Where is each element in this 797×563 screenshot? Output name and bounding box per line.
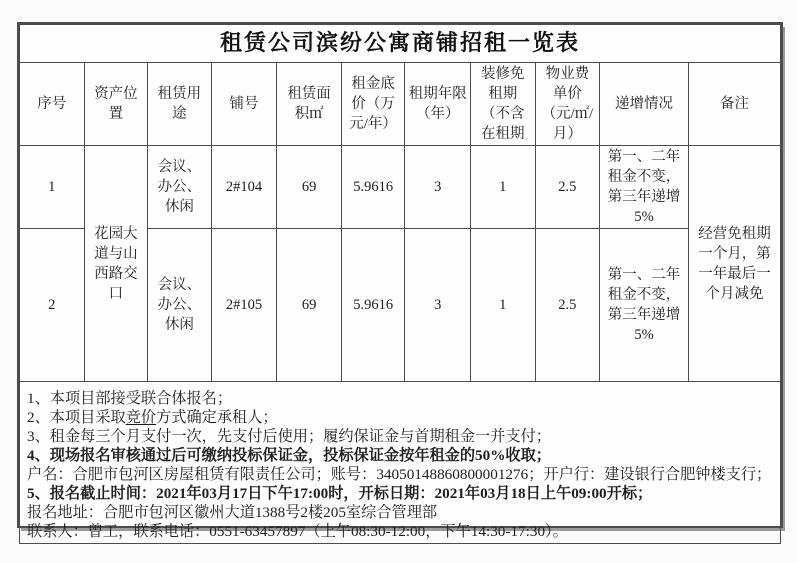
column-header-property-fee: 物业费单价（元/㎡/月） <box>535 63 600 146</box>
cell-property-fee-2: 2.5 <box>535 229 600 382</box>
column-header-location: 资产位置 <box>84 63 148 146</box>
cell-rent-free-1: 1 <box>471 146 536 229</box>
note-bid-term: 竞价 <box>125 409 157 426</box>
table-row <box>20 146 781 229</box>
cell-seq-1: 1 <box>20 146 85 229</box>
cell-increment-1: 第一、二年租金不变，第三年递增5% <box>600 146 689 229</box>
note-line-4: 4、现场报名审核通过后可缴纳投标保证金，投标保证金按年租金的50%收取； <box>27 447 551 464</box>
note-line-2-prefix: 2、本项目采取 <box>27 409 126 426</box>
column-header-base-rent: 租金底价（万元/年） <box>341 63 405 146</box>
cell-property-fee-1: 2.5 <box>535 146 600 229</box>
note-line-1: 1、本项目部接受联合体报名； <box>27 390 233 407</box>
cell-rent-free-2: 1 <box>471 229 536 382</box>
column-header-remark: 备注 <box>688 63 780 146</box>
cell-area-1: 69 <box>277 146 342 229</box>
notes-section <box>20 382 781 544</box>
note-line-bank-info: 户名：合肥市包河区房屋租赁有限责任公司；账号：34050148860800001276；开户行：建设银行合肥钟楼支行； <box>27 466 772 483</box>
cell-usage-1: 会议、办公、休闲 <box>148 146 212 229</box>
page-title: 租赁公司滨纷公寓商铺招租一览表 <box>20 25 781 63</box>
column-header-rent-free: 装修免租期（不含在租期 <box>471 63 536 146</box>
column-header-seq: 序号 <box>20 63 85 146</box>
cell-base-rent-2: 5.9616 <box>341 229 405 382</box>
cell-area-2: 69 <box>277 229 342 382</box>
table-header-row <box>20 63 781 146</box>
note-line-5-deadline: 5、报名截止时间：2021年03月17日下午17:00时，开标日期：2021年03月18日上午09:00开标； <box>27 485 653 502</box>
column-header-usage: 租赁用途 <box>148 63 212 146</box>
note-line-address: 报名地址：合肥市包河区徽州大道1388号2楼205室综合管理部 <box>27 504 438 521</box>
scanned-document-sheet <box>17 22 783 540</box>
column-header-term: 租期年限（年） <box>405 63 471 146</box>
cell-term-2: 3 <box>405 229 471 382</box>
note-line-contact: 联系人：曾工，联系电话：0551-63457897（上午08:30-12:00，下午14:30-17:30）。 <box>27 523 568 540</box>
column-header-area: 租赁面积㎡ <box>277 63 342 146</box>
note-line-3: 3、租金每三个月支付一次，先支付后使用；履约保证金与首期租金一并支付； <box>27 428 551 445</box>
title-row <box>20 25 781 63</box>
cell-shop-no-1: 2#104 <box>211 146 277 229</box>
notes-row <box>20 382 781 544</box>
cell-term-1: 3 <box>405 146 471 229</box>
listing-table <box>19 24 781 544</box>
cell-seq-2: 2 <box>20 229 85 382</box>
cell-shop-no-2: 2#105 <box>211 229 277 382</box>
cell-usage-2: 会议、办公、休闲 <box>148 229 212 382</box>
note-line-2-suffix: 方式确定承租人； <box>156 409 278 426</box>
column-header-increment: 递增情况 <box>600 63 689 146</box>
cell-remark-merged: 经营免租期一个月，第一年最后一个月减免 <box>688 146 780 382</box>
column-header-shop-no: 铺号 <box>211 63 277 146</box>
note-line-2 <box>27 408 772 427</box>
cell-base-rent-1: 5.9616 <box>341 146 405 229</box>
cell-location-merged: 花园大道与山西路交口 <box>84 146 148 382</box>
cell-increment-2: 第一、二年租金不变，第三年递增5% <box>600 229 689 382</box>
